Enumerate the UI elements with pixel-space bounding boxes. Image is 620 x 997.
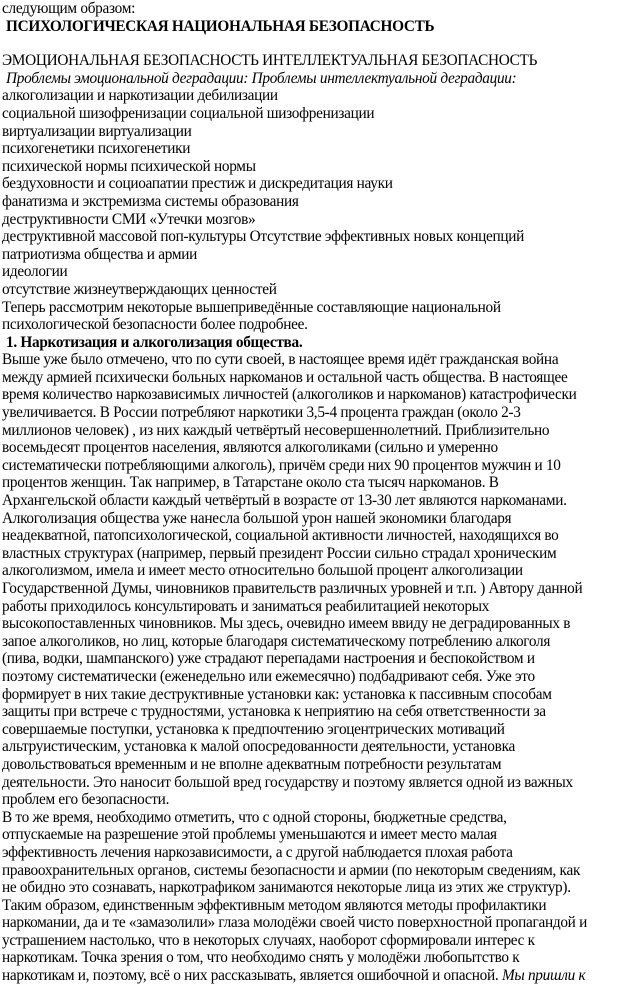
list-item: фанатизма и экстремизма системы образования [2, 192, 299, 210]
columns-header: ЭМОЦИОНАЛЬНАЯ БЕЗОПАСНОСТЬ ИНТЕЛЛЕКТУАЛЬНАЯ БЕЗОПАСНОСТЬ [2, 52, 538, 70]
text-line: правоохранительных органов, системы безопасности и армии (по некоторым сведениям, как [2, 861, 581, 879]
text-line: увеличивается. В России потребляют наркотики 3,5-4 процента граждан (около 2-3 [2, 404, 521, 422]
text-line: между армией психически больных наркоманов и остальной часть общества. В настоящее [2, 368, 568, 386]
text-line: властных структурах (например, первый президент России сильно страдал хроническим [2, 544, 557, 562]
list-item: деструктивной массовой поп-культуры Отсутствие эффективных новых концепций [2, 228, 525, 246]
list-item: психической нормы психической нормы [2, 157, 256, 175]
list-item: алкоголизации и наркотизации дебилизации [2, 87, 278, 105]
text-line: алкоголизмом, имела и имеет место относительно большой процент алкоголизации [2, 562, 523, 580]
paragraph-1 [2, 351, 620, 808]
transition-paragraph [2, 299, 620, 334]
problems-header: Проблемы эмоциональной деградации: Проблемы интеллектуальной деградации: [6, 69, 517, 87]
text-line: альтруистическим, установка к малой опосредованности деятельности, установка [2, 738, 515, 756]
list-item: социальной шизофренизации социальной шизофренизации [2, 104, 375, 122]
list-item: деструктивности СМИ «Утечки мозгов» [2, 210, 256, 228]
text-line: (пива, водки, шампанского) уже страдают перепадами настроения и беспокойством и [2, 650, 535, 668]
text-line: деятельности. Это наносит большой вред государству и поэтому является одной из важных [2, 773, 573, 791]
text-line-italic: Мы пришли к [501, 967, 586, 985]
text-line: восемьдесят процентов населения, являются алкоголиками (сильно и умеренно [2, 439, 498, 457]
list-item: бездуховности и социоапатии престиж и дискредитация науки [2, 175, 393, 193]
blank-line [2, 35, 620, 52]
list-item: патриотизма общества и армии [2, 245, 197, 263]
text-line: эффективность лечения наркозависимости, а с другой наблюдается плохая работа [2, 843, 513, 861]
text-line: психологической безопасности более подробнее. [2, 316, 308, 334]
text-line: Государственной Думы, чиновников правительств различных уровней и т.п. ) Автору данной [2, 580, 583, 597]
text-line: совершаемые поступки, установка к предпочтению эгоцентрических мотиваций [2, 720, 505, 738]
text-line: не обидно это сознавать, наркотрафиком занимаются некоторые лица из этих же структур). [2, 879, 571, 897]
text-line: В то же время, необходимо отметить, что с одной стороны, бюджетные средства, [2, 808, 507, 826]
list-item: идеологии [2, 263, 68, 281]
text-line: формирует в них такие деструктивные установки как: установка к пассивным способам [2, 685, 552, 703]
text-line: Архангельской области каждый четвёртый в возрасте от 13-30 лет являются наркоманами. [2, 492, 567, 510]
paragraph-2 [2, 809, 620, 985]
problem-list [2, 87, 620, 298]
intro-text: следующим образом: [2, 0, 136, 17]
text-line: работы приходилось консультировать и заниматься реабилитацией некоторых [2, 597, 490, 615]
section-heading: 1. Наркотизация и алкоголизация общества. [6, 333, 303, 351]
text-line: Таким образом, единственным эффективным методом являются методы профилактики [2, 896, 547, 914]
text-line: время количество наркозависимых личностей (алкоголиков и наркоманов) катастрофически [2, 386, 577, 404]
text-line: Теперь рассмотрим некоторые вышеприведённые составляющие национальной [2, 298, 501, 316]
text-line: поэтому систематически (еженедельно или ежемесячно) подбадривают себя. Уже это [2, 667, 535, 685]
list-item: виртуализации виртуализации [2, 122, 192, 140]
text-line: проблем его безопасности. [2, 791, 170, 809]
text-line: отпускаемые на разрешение этой проблемы уменьшаются и имеет место малая [2, 826, 497, 844]
text-line: довольствоваться временным и не вполне адекватным потребности результатам [2, 755, 502, 773]
text-line: неадекватной, патопсихологической, социальной активности личностей, находящихся во [2, 527, 559, 545]
text-line: Выше уже было отмечено, что по сути своей, в настоящее время идёт гражданская война [2, 351, 559, 369]
text-line: Алкоголизация общества уже нанесла большой урон нашей экономики благодаря [2, 509, 512, 527]
text-line: устрашением настолько, что в некоторых случаях, наоборот сформировали интерес к [2, 931, 535, 949]
text-line: процентов женщин. Так например, в Татарстане около ста тысяч наркоманов. В [2, 474, 499, 492]
text-line: систематически потребляющими алкоголь), причём среди них 90 процентов мужчин и 10 [2, 456, 561, 474]
text-line: высокопоставленных чиновников. Мы здесь, очевидно имеем ввиду не деградированных в [2, 615, 571, 633]
text-line: наркомании, да и те «замазолили» глаза молодёжи своей чисто поверхностной пропагандой и [2, 914, 587, 932]
text-line-regular: наркотикам и, поэтому, всё о них рассказывать, является ошибочной и опасной. [2, 967, 499, 985]
text-line [2, 967, 620, 985]
document-title: ПСИХОЛОГИЧЕСКАЯ НАЦИОНАЛЬНАЯ БЕЗОПАСНОСТЬ [6, 17, 435, 35]
list-item: отсутствие жизнеутверждающих ценностей [2, 280, 277, 298]
text-line: миллионов человек) , из них каждый четвёртый несовершеннолетний. Приблизительно [2, 421, 550, 439]
text-line: запое алкоголиков, но лиц, которые благодаря систематическому потреблению алкоголя [2, 632, 551, 650]
list-item: психогенетики психогенетики [2, 140, 191, 158]
text-line: наркотикам. Точка зрения о том, что необходимо снять у молодёжи любопытство к [2, 949, 520, 967]
text-line: защиты при встрече с трудностями, установка к неприятию на себя ответственности за [2, 703, 546, 721]
